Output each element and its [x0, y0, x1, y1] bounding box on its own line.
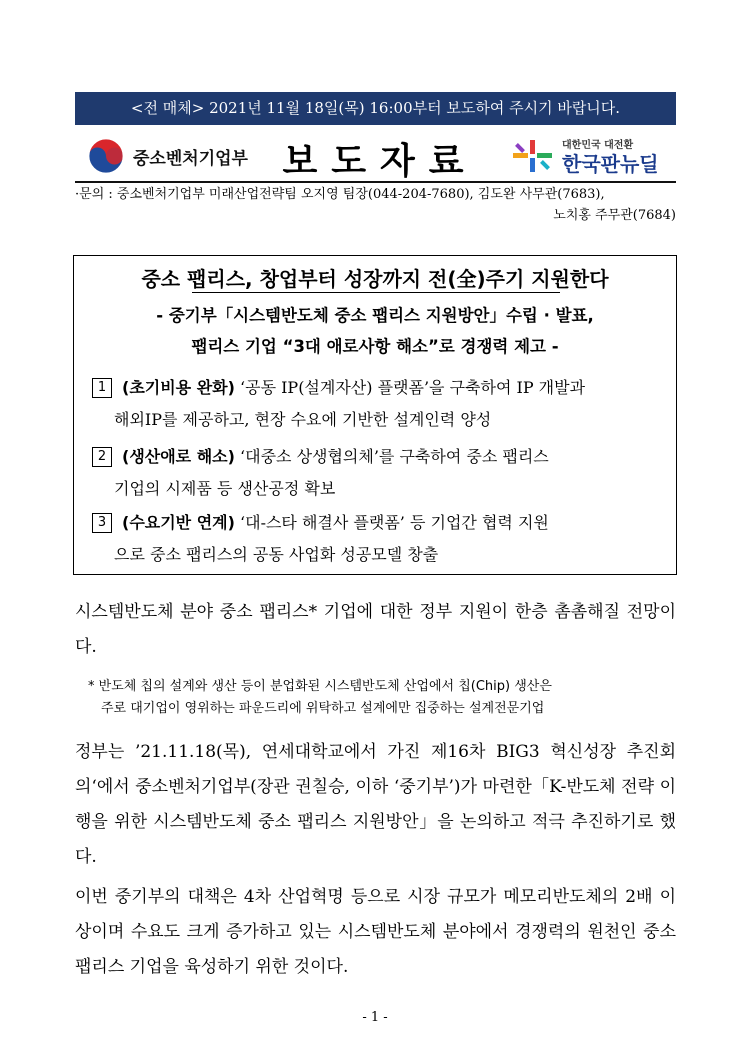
point-text: ‘대중소 상생협의체’를 구축하여 중소 팹리스	[234, 447, 549, 466]
point-text-cont: 으로 중소 팹리스의 공동 사업화 성공모델 창출	[114, 545, 439, 564]
contact-line-1: ·문의 : 중소벤처기업부 미래산업전략팀 오지영 팀장(044-204-7680), 김도완 사무관(7683),	[75, 187, 605, 202]
new-deal-name: 한국판뉴딜	[562, 152, 659, 176]
page-number: - 1 -	[362, 1010, 388, 1025]
summary-point	[92, 441, 666, 505]
embargo-banner: <전 매체> 2021년 11월 18일(목) 16:00부터 보도하여 주시기 바랍니다.	[75, 92, 676, 125]
point-keyword: (수요기반 연계)	[122, 513, 235, 532]
point-keyword: (초기비용 완화)	[122, 378, 235, 397]
point-number-box: 2	[92, 447, 112, 467]
taegeuk-emblem-icon	[87, 137, 125, 175]
point-number-box: 3	[92, 513, 112, 533]
doc-title: 보도자료	[282, 140, 478, 182]
body-paragraph-1: 시스템반도체 분야 중소 팹리스* 기업에 대한 정부 지원이 한층 촘촘해질 전망이다.	[75, 602, 676, 657]
body-paragraph-3: 이번 중기부의 대책은 4차 산업혁명 등으로 시장 규모가 메모리반도체의 2배 이상이며 수요도 크게 증가하고 있는 시스템반도체 분야에서 경쟁력의 원천인 중소 팹리스 기업을 육성하기 위한 것이다.	[75, 887, 676, 977]
new-deal-tagline: 대한민국 대전환	[562, 140, 634, 151]
footnote	[88, 676, 688, 720]
point-keyword: (생산애로 해소)	[122, 447, 235, 466]
body-paragraph-2: 정부는 ’21.11.18(목), 연세대학교에서 가진 제16차 BIG3 혁신성장 추진회의‘에서 중소벤처기업부(장관 권칠승, 이하 ‘중기부’)가 마련한「K-반도체 전략 이행을 위한 시스템반도체 중소 팹리스 지원방안」을 논의하고 적극 추진하기로 했다.	[75, 742, 676, 867]
korean-new-deal-logo	[510, 136, 680, 176]
summary-point	[92, 372, 666, 436]
header-divider	[75, 181, 676, 183]
subheadline	[74, 300, 676, 362]
headline-underline	[192, 292, 560, 293]
point-text: ‘공동 IP(설계자산) 플랫폼’을 구축하여 IP 개발과	[234, 378, 586, 397]
footnote-line-1: * 반도체 칩의 설계와 생산 등이 분업화된 시스템반도체 산업에서 칩(Chip) 생산은	[88, 679, 552, 694]
point-text: ‘대-스타 해결사 플랫폼’ 등 기업간 협력 지원	[234, 513, 549, 532]
summary-point	[92, 507, 666, 571]
summary-box	[73, 255, 677, 575]
footnote-line-2: 주로 대기업이 영위하는 파운드리에 위탁하고 설계에만 집중하는 설계전문기업	[101, 701, 545, 716]
point-text-cont: 해외IP를 제공하고, 현장 수요에 기반한 설계인력 양성	[114, 410, 492, 429]
headline: 중소 팹리스, 창업부터 성장까지 전(全)주기 지원한다	[141, 267, 609, 291]
subhead-line-2: 팹리스 기업 “3대 애로사항 해소”로 경쟁력 제고 -	[191, 337, 559, 356]
ministry-name: 중소벤처기업부	[133, 148, 248, 169]
ministry-logo	[87, 135, 248, 177]
contact-line-2: 노치홍 주무관(7684)	[553, 208, 676, 223]
new-deal-star-icon	[510, 138, 556, 174]
contact-info	[75, 184, 676, 226]
subhead-line-1: - 중기부「시스템반도체 중소 팹리스 지원방안」수립 · 발표,	[156, 306, 594, 325]
point-text-cont: 기업의 시제품 등 생산공정 확보	[114, 479, 336, 498]
point-number-box: 1	[92, 378, 112, 398]
